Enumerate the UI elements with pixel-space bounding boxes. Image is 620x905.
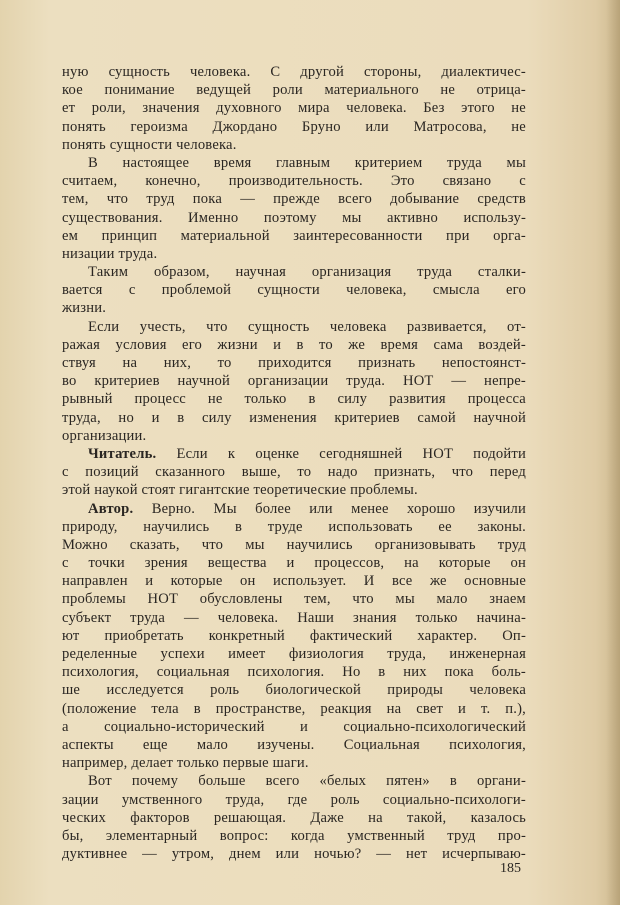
text-line bbox=[62, 427, 526, 445]
text-line bbox=[62, 154, 526, 172]
line-text: (положение тела в пространстве, реакция на свет и т. п.), bbox=[62, 700, 526, 717]
line-text: ствуя на них, то приходится признать непостоянст- bbox=[62, 355, 526, 371]
line-text: Если к оценке сегодняшней НОТ подойти bbox=[156, 445, 526, 462]
page-text bbox=[62, 63, 526, 863]
speaker-label: Автор. bbox=[88, 500, 134, 517]
text-line bbox=[62, 299, 526, 317]
line-text: дуктивнее — утром, днем или ночью? — нет исчерпываю- bbox=[62, 846, 526, 863]
line-text: а социально-исторический и социально-психологический bbox=[62, 718, 526, 735]
page-number: 185 bbox=[500, 861, 521, 876]
line-text: организации. bbox=[62, 427, 147, 444]
text-line bbox=[62, 845, 526, 863]
line-text: ческих факторов решающая. Даже на такой, казалось bbox=[62, 809, 526, 826]
text-line bbox=[62, 627, 526, 645]
line-text: Таким образом, научная организация труда сталки- bbox=[88, 264, 526, 281]
line-text: Верно. Мы более или менее хорошо изучили bbox=[133, 500, 526, 517]
line-text: например, делает только первые шаги. bbox=[62, 755, 309, 772]
line-text: считаем, конечно, производительность. Это связано с bbox=[62, 173, 526, 190]
text-line bbox=[62, 481, 526, 499]
line-text: труда, но и в силу изменения критериев самой научной bbox=[62, 409, 526, 426]
line-text: зации умственного труда, где роль социально-психологи- bbox=[62, 791, 526, 808]
text-line bbox=[62, 772, 526, 790]
text-line bbox=[62, 209, 526, 227]
text-line bbox=[62, 81, 526, 99]
text-line bbox=[62, 318, 526, 336]
line-text: существования. Именно поэтому мы активно использу- bbox=[62, 209, 526, 226]
line-text: ют приобретать конкретный фактический характер. Оп- bbox=[62, 627, 526, 644]
text-line bbox=[62, 572, 526, 590]
line-text: Если учесть, что сущность человека развивается, от- bbox=[88, 318, 526, 335]
text-line bbox=[62, 409, 526, 427]
line-text: вается с проблемой сущности человека, смысла его bbox=[62, 282, 526, 299]
text-line bbox=[62, 63, 526, 81]
line-text: аспекты еще мало изучены. Социальная психология, bbox=[62, 736, 526, 753]
text-line bbox=[62, 372, 526, 390]
line-text: ем принцип материальной заинтересованности при орга- bbox=[62, 227, 526, 244]
text-line bbox=[62, 700, 526, 718]
text-line bbox=[62, 554, 526, 572]
text-line bbox=[62, 791, 526, 809]
text-line bbox=[62, 281, 526, 299]
text-line bbox=[62, 590, 526, 608]
line-text: низации труда. bbox=[62, 245, 158, 262]
line-text: бы, элементарный вопрос: когда умственный труд про- bbox=[62, 827, 526, 844]
line-text: Можно сказать, что мы научились организовывать труд bbox=[62, 536, 526, 553]
text-line bbox=[62, 99, 526, 117]
page-edge-shadow bbox=[606, 0, 620, 905]
text-line bbox=[62, 227, 526, 245]
line-text: тем, что труд пока — прежде всего добывание средств bbox=[62, 191, 526, 208]
line-text: субъект труда — человека. Наши знания только начина- bbox=[62, 609, 526, 626]
line-text: ет роли, значения духовного мира человека. Без этого не bbox=[62, 100, 526, 117]
line-text: понять героизма Джордано Бруно или Матросова, не bbox=[62, 118, 526, 135]
text-line bbox=[62, 136, 526, 154]
text-line bbox=[62, 500, 526, 518]
line-text: ную сущность человека. С другой стороны, диалектичес- bbox=[62, 64, 526, 80]
line-text: В настоящее время главным критерием труда мы bbox=[88, 154, 526, 171]
text-line bbox=[62, 518, 526, 536]
text-line bbox=[62, 809, 526, 827]
line-text: жизни. bbox=[62, 300, 107, 317]
line-text: направлен и которые он использует. И все же основные bbox=[62, 573, 526, 590]
text-line bbox=[62, 681, 526, 699]
text-line bbox=[62, 536, 526, 554]
line-text: ределенные успехи имеет физиология труда, инженерная bbox=[62, 646, 526, 662]
line-text: ражая условия его жизни и в то же время сама воздей- bbox=[62, 336, 526, 353]
line-text: рывный процесс не только в силу развития процесса bbox=[62, 391, 526, 408]
line-text: во критериев научной организации труда. НОТ — непре- bbox=[62, 373, 526, 390]
line-text: этой наукой стоят гигантские теоретические проблемы. bbox=[62, 482, 418, 499]
line-text: кое понимание ведущей роли материального не отрица- bbox=[62, 82, 526, 99]
text-line bbox=[62, 736, 526, 754]
line-text: Вот почему больше всего «белых пятен» в органи- bbox=[88, 773, 526, 790]
text-line bbox=[62, 263, 526, 281]
text-line bbox=[62, 245, 526, 263]
text-line bbox=[62, 118, 526, 136]
text-line bbox=[62, 172, 526, 190]
line-text: природу, научились в труде использовать ее законы. bbox=[62, 518, 526, 535]
text-line bbox=[62, 718, 526, 736]
line-text: ше исследуется роль биологической природы человека bbox=[62, 682, 526, 699]
text-line bbox=[62, 609, 526, 627]
line-text: с точки зрения вещества и процессов, на которые он bbox=[62, 555, 526, 572]
line-text: психология, социальная психология. Но в них пока боль- bbox=[62, 664, 526, 681]
speaker-label: Читатель. bbox=[88, 445, 157, 462]
line-text: проблемы НОТ обусловлены тем, что мы мало знаем bbox=[62, 591, 526, 608]
text-line bbox=[62, 827, 526, 845]
line-text: с позиций сказанного выше, то надо признать, что перед bbox=[62, 464, 526, 481]
text-line bbox=[62, 463, 526, 481]
text-line bbox=[62, 190, 526, 208]
line-text: понять сущности человека. bbox=[62, 136, 237, 153]
text-line bbox=[62, 663, 526, 681]
text-line bbox=[62, 645, 526, 663]
text-line bbox=[62, 445, 526, 463]
text-line bbox=[62, 754, 526, 772]
text-line bbox=[62, 390, 526, 408]
text-line bbox=[62, 354, 526, 372]
text-line bbox=[62, 336, 526, 354]
